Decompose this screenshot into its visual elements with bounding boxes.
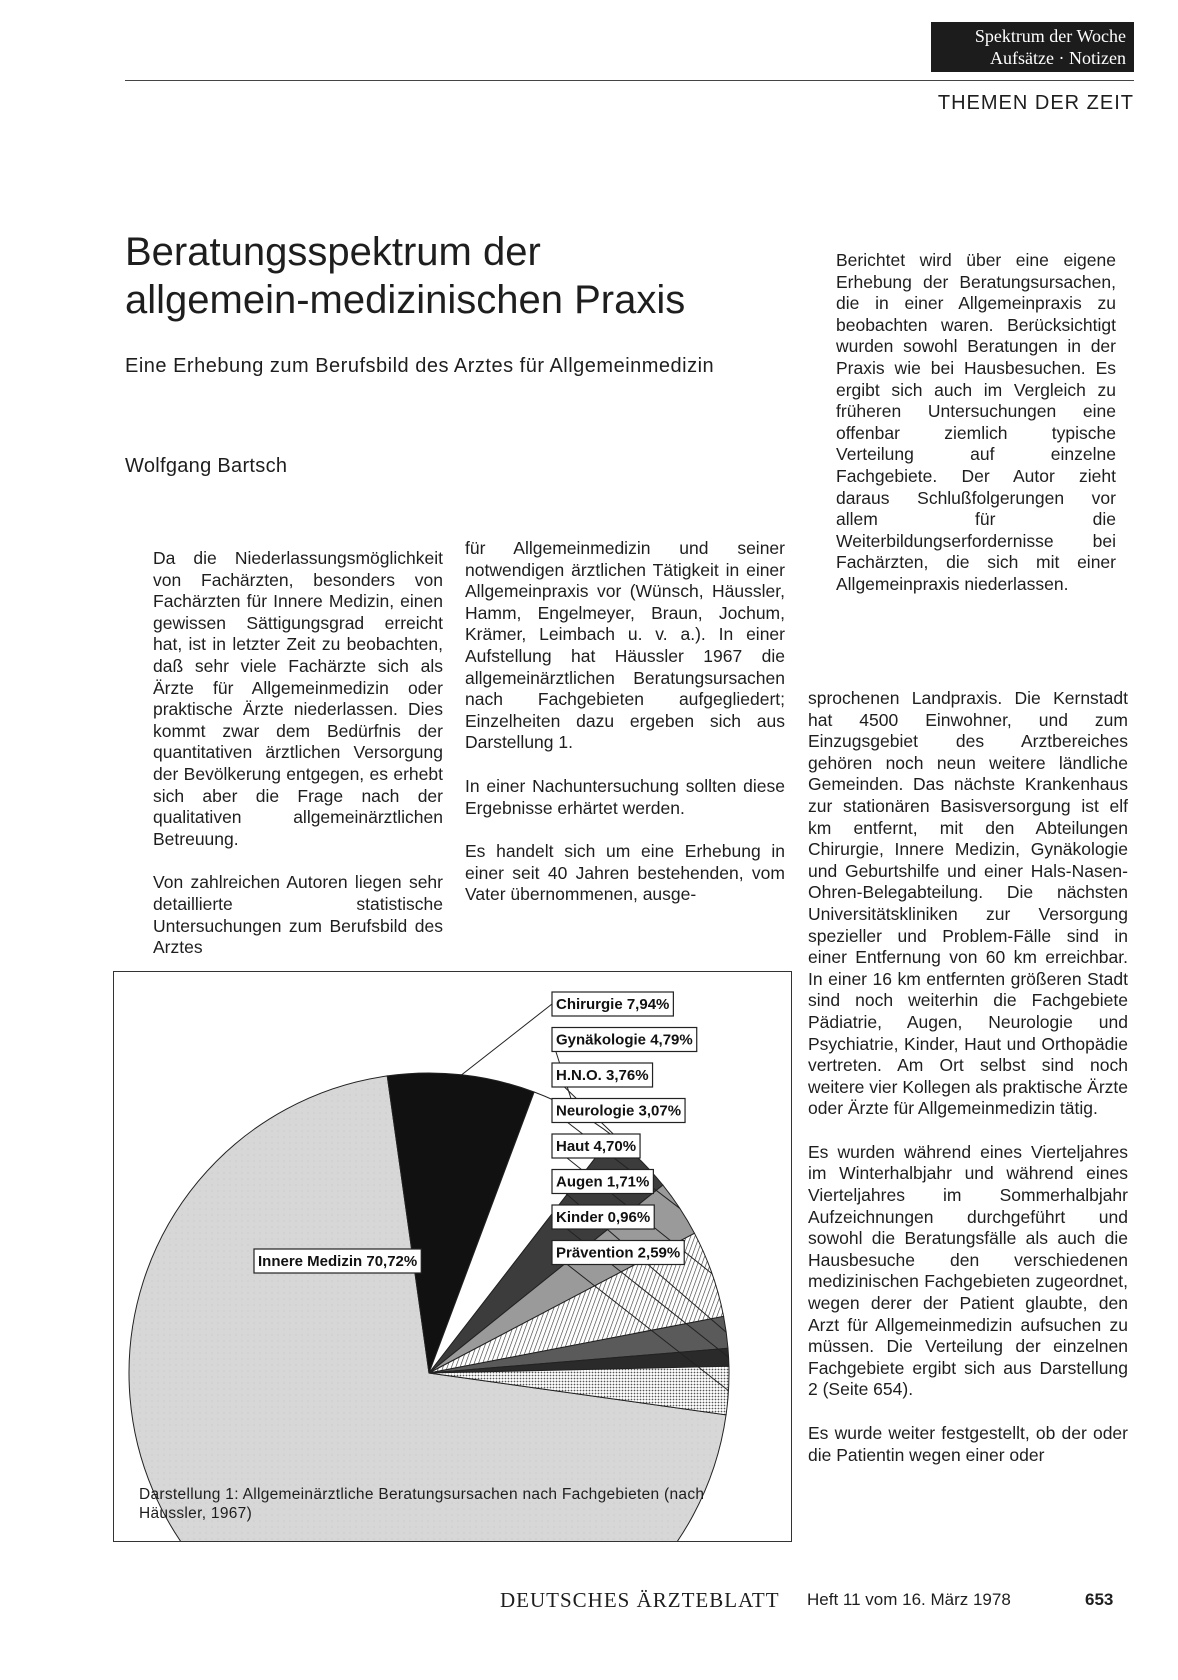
paragraph: Es wurden während eines Vierteljahres im Winterhalbjahr und während eines Vierteljahres im Sommerhalbjahr Aufzeichnungen durchgeführt und sowohl die Beratungsfälle als auch die Hausbesuche den verschiedenen medizinischen Fachgebieten zugeordnet, wegen derer der Patient glaubte, den Arzt für Allgemeinmedizin aufsuchen zu müssen. Die Verteilung der einzelnen Fachgebiete ergibt sich aus Darstellung 2 (Seite 654). (808, 1141, 1128, 1400)
leader-line (462, 1004, 552, 1075)
column-3 (808, 688, 1128, 1488)
figure-caption: Darstellung 1: Allgemeinärztliche Beratungsursachen nach Fachgebieten (nach Häussler, 1967) (139, 1486, 705, 1522)
abstract: Berichtet wird über eine eigene Erhebung der Beratungsursachen, die in einer Allgemeinpraxis zu beobachten waren. Berücksichtigt wurden sowohl Beratungen in der Praxis wie bei Hausbesuchen. Es ergibt sich auch im Vergleich zu früheren Untersuchungen eine offenbar ziemlich typische Verteilung auf einzelne Fachgebiete. Der Autor zieht daraus Schlußfolgerungen vor allem für die Weiterbildungserfordernisse bei Fachärzten, die sich mit einer Allgemeinpraxis niederlassen. (836, 250, 1116, 594)
article-author: Wolfgang Bartsch (125, 455, 288, 477)
journal-name: DEUTSCHES ÄRZTEBLATT (500, 1588, 780, 1612)
title-line-1: Beratungsspektrum der (125, 230, 541, 274)
svg-text:Chirurgie 7,94%: Chirurgie 7,94% (556, 996, 670, 1013)
slice-label-chirurgie (552, 992, 673, 1016)
article-subtitle: Eine Erhebung zum Berufsbild des Arztes für Allgemeinmedizin (125, 355, 715, 377)
issue-info: Heft 11 vom 16. März 1978 (807, 1590, 1011, 1609)
svg-text:Kinder 0,96%: Kinder 0,96% (556, 1209, 651, 1226)
slice-label-pr-vention (552, 1241, 684, 1265)
svg-text:Augen 1,71%: Augen 1,71% (556, 1173, 650, 1191)
section-badge (931, 22, 1134, 72)
slice-label-neurologie (552, 1099, 685, 1123)
column-1 (153, 548, 443, 981)
paragraph: für Allgemeinmedizin und seiner notwendigen ärztlichen Tätigkeit in einer Allgemeinpraxis vor (Wünsch, Häussler, Hamm, Engelmeyer, Braun, Jochum, Krämer, Leimbach u. v. a.). In einer Aufstellung hat Häussler 1967 die allgemeinärztlichen Beratungsursachen nach Fachgebieten aufgegliedert; Einzelheiten dazu ergeben sich aus Darstellung 1. (465, 538, 785, 753)
pie-chart (114, 972, 791, 1541)
slice-label-kinder (552, 1205, 654, 1229)
column-2 (465, 538, 785, 928)
title-line-2: allgemein-medizinischen Praxis (125, 278, 686, 322)
paragraph: Es handelt sich um eine Erhebung in einer seit 40 Jahren bestehenden, vom Vater übernommenen, ausge- (465, 841, 785, 905)
paragraph: sprochenen Landpraxis. Die Kernstadt hat 4500 Einwohner, und zum Einzugsgebiet des Arztbereiches gehören noch neun weitere ländliche Gemeinden. Das nächste Krankenhaus zur stationären Basisversorgung ist elf km entfernt, mit den Abteilungen Chirurgie, Innere Medizin, Gynäkologie und Geburtshilfe und einer Hals-Nasen-Ohren-Belegabteilung. Die nächsten Universitätskliniken zur Versorgung spezieller und Problem-Fälle sind in einer Entfernung von 60 km erreichbar. In einer 16 km entfernten größeren Stadt sind noch weiterhin die Fachgebiete Pädiatrie, Augen, Neurologie und Psychiatrie, Kinder, Haut und Orthopädie vertreten. Am Ort selbst sind noch weitere vier Kollegen als praktische Ärzte oder Ärzte für Allgemeinmedizin tätig. (808, 688, 1129, 1119)
header-rule (125, 80, 1134, 81)
badge-line-2: Aufsätze · Notizen (990, 48, 1126, 68)
svg-text:Gynäkologie 4,79%: Gynäkologie 4,79% (556, 1031, 693, 1049)
svg-text:Neurologie 3,07%: Neurologie 3,07% (556, 1102, 682, 1120)
article-title (125, 228, 765, 324)
paragraph: Da die Niederlassungsmöglichkeit von Fachärzten, besonders von Fachärzten für Innere Medizin, einen gewissen Sättigungsgrad erreicht hat, ist in letzter Zeit zu beobachten, daß sehr viele Fachärzte sich als Ärzte für Allgemeinmedizin oder praktische Ärzte niederlassen. Dies kommt zwar dem Bedürfnis der quantitativen ärztlichen Versorgung der Bevölkerung entgegen, es erhebt sich aber die Frage nach der qualitativen allgemeinärztlichen Betreuung. (153, 548, 443, 849)
svg-text:H.N.O. 3,76%: H.N.O. 3,76% (556, 1067, 649, 1084)
paragraph: In einer Nachuntersuchung sollten diese Ergebnisse erhärtet werden. (465, 775, 785, 818)
svg-text:Haut 4,70%: Haut 4,70% (556, 1138, 637, 1155)
slice-label-haut (552, 1134, 640, 1158)
paragraph: Es wurde weiter festgestellt, ob der oder die Patientin wegen einer oder (808, 1423, 1128, 1465)
section-heading: THEMEN DER ZEIT (937, 92, 1134, 114)
slice-label-augen (552, 1170, 653, 1194)
figure-frame (113, 971, 792, 1542)
svg-text:Prävention 2,59%: Prävention 2,59% (556, 1244, 681, 1262)
slice-label-innere-medizin (254, 1249, 421, 1273)
paragraph: Von zahlreichen Autoren liegen sehr detaillierte statistische Untersuchungen zum Berufsbild des Arztes (153, 872, 443, 958)
slice-label-h-n-o- (552, 1063, 653, 1087)
svg-text:Innere Medizin 70,72%: Innere Medizin 70,72% (258, 1253, 418, 1270)
page-number: 653 (1085, 1590, 1114, 1609)
badge-line-1: Spektrum der Woche (974, 26, 1126, 46)
slice-label-gyn-kologie (552, 1028, 697, 1052)
